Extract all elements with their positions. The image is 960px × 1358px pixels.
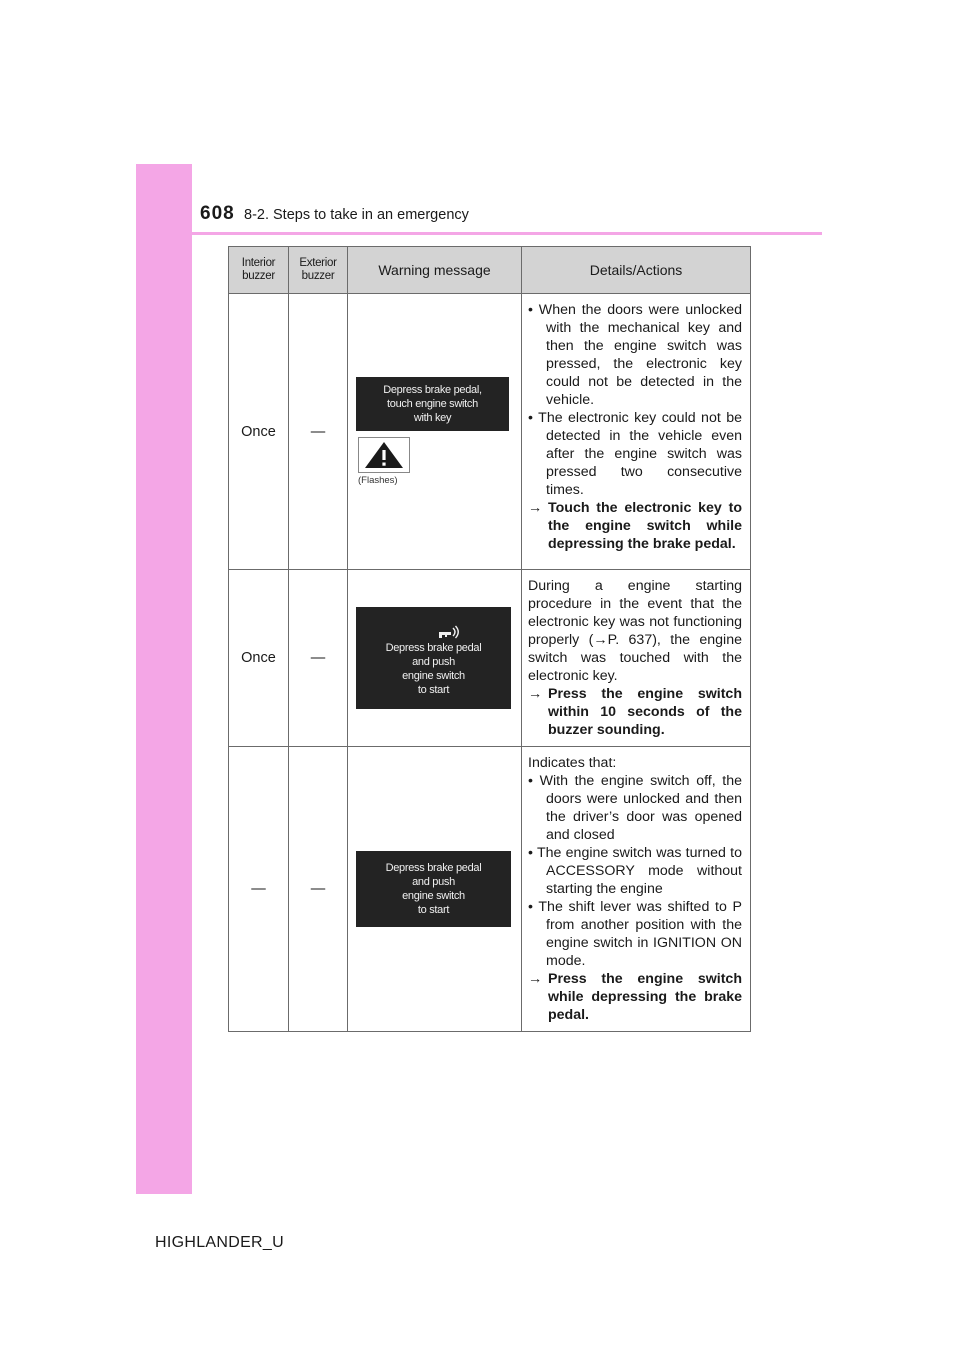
footer-model-code: HIGHLANDER_U <box>155 1234 284 1251</box>
exterior-buzzer-cell: — <box>289 294 348 570</box>
exterior-buzzer-cell: — <box>289 570 348 747</box>
display-message-image: Depress brake pedal and push engine switch to start <box>356 851 511 927</box>
table-row <box>229 747 751 1032</box>
action-text: → Touch the electronic key to the engine switch while depressing the brake pedal. <box>528 500 742 552</box>
interior-buzzer-cell: Once <box>229 570 289 747</box>
display-message-image: Depress brake pedal, touch engine switch with key <box>356 377 509 431</box>
warning-message-cell <box>348 294 522 570</box>
action-text: → Press the engine switch while depressing the brake pedal. <box>528 971 742 1023</box>
details-cell <box>522 294 751 570</box>
table-row <box>229 570 751 747</box>
detail-intro: Indicates that: <box>528 755 617 771</box>
header-details-actions: Details/Actions <box>522 247 751 294</box>
exterior-buzzer-cell: — <box>289 747 348 1032</box>
arrow-icon: → <box>528 686 543 702</box>
interior-buzzer-cell: — <box>229 747 289 1032</box>
table-header-row <box>229 247 751 294</box>
warning-message-cell <box>348 747 522 1032</box>
flash-note: (Flashes) <box>358 475 398 486</box>
chapter-side-band <box>136 164 192 1194</box>
interior-buzzer-cell: Once <box>229 294 289 570</box>
header-interior-buzzer: Interior buzzer <box>229 247 289 294</box>
header-exterior-buzzer: Exterior buzzer <box>289 247 348 294</box>
arrow-icon: → <box>528 500 543 516</box>
display-message-image: Depress brake pedal and push engine switch to start <box>356 607 511 709</box>
warning-indicator <box>358 437 410 473</box>
detail-bullet: • The engine switch was turned to ACCESSORY mode without starting the engine <box>528 845 742 897</box>
header-rule <box>136 232 822 235</box>
arrow-icon: → <box>528 971 543 987</box>
table-row <box>229 294 751 570</box>
detail-bullet: • With the engine switch off, the doors were unlocked and then the driver’s door was opened and closed <box>528 773 742 843</box>
warning-table <box>228 246 751 1032</box>
action-text: → Press the engine switch within 10 seconds of the buzzer sounding. <box>528 686 742 738</box>
detail-bullet: • The shift lever was shifted to P from another position with the engine switch in IGNITION ON mode. <box>528 899 742 969</box>
detail-text: During a engine starting procedure in the event that the electronic key was not functioning properly (→P. 637), the engine switch was touched with the electronic key. <box>528 578 742 684</box>
details-cell <box>522 747 751 1032</box>
header-warning-message: Warning message <box>348 247 522 294</box>
key-signal-icon <box>437 625 461 639</box>
warning-message-cell <box>348 570 522 747</box>
detail-bullet: • The electronic key could not be detected in the vehicle even after the engine switch was pressed two consecutive times. <box>528 410 742 498</box>
warning-triangle-icon <box>363 440 405 470</box>
section-title: 8-2. Steps to take in an emergency <box>244 207 469 223</box>
details-cell <box>522 570 751 747</box>
detail-bullet: • When the doors were unlocked with the mechanical key and then the engine switch was pressed, the electronic key could not be detected in the vehicle. <box>528 302 742 408</box>
page-number: 608 <box>200 203 235 224</box>
